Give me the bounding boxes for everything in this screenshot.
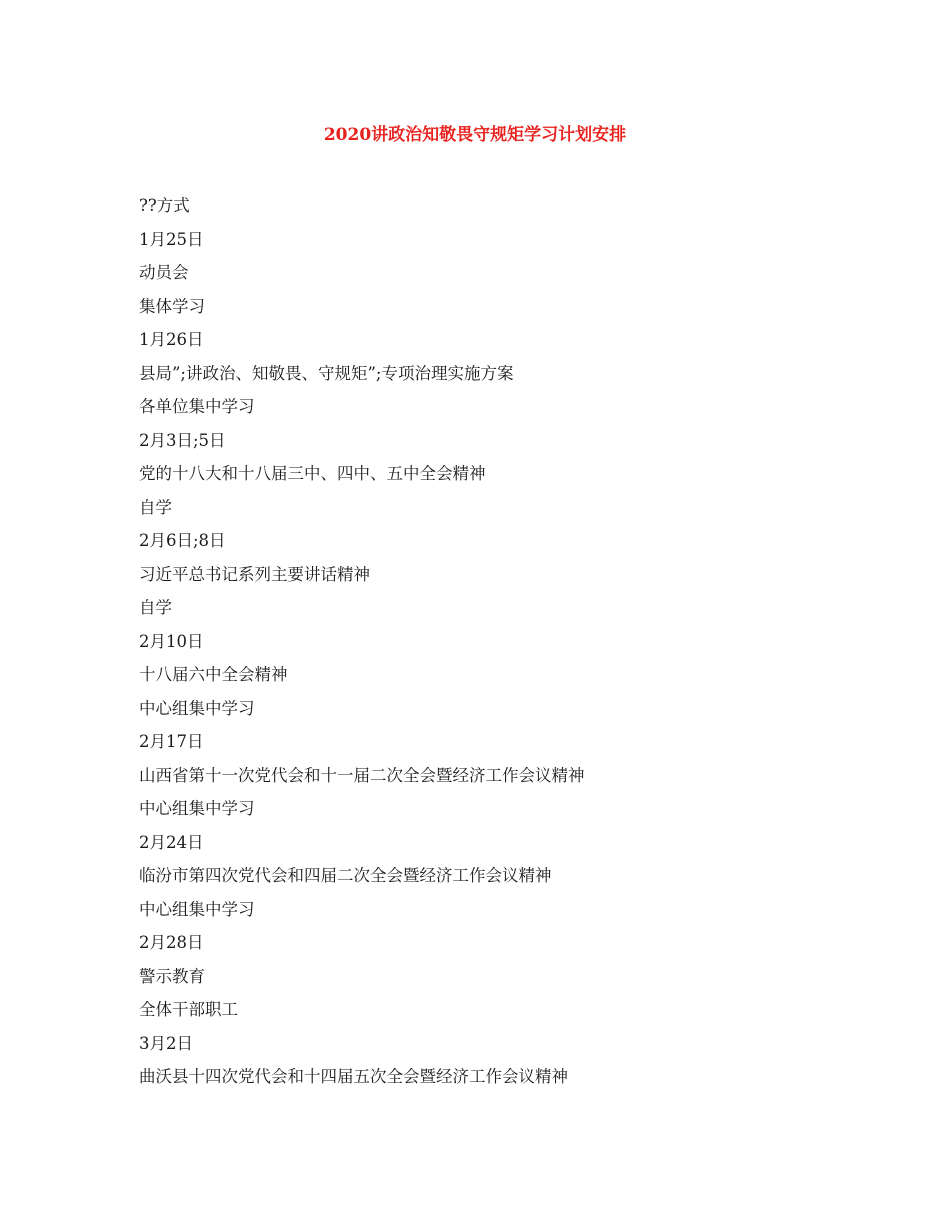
text-line: 自学 [139,497,172,517]
document-title: 2020讲政治知敬畏守规矩学习计划安排 [323,125,627,145]
text-line: 中心组集中学习 [139,799,255,818]
text-line: 动员会 [139,263,189,282]
text-line: 2月28日 [139,933,204,952]
text-line: 1月26日 [139,330,204,349]
text-line: 警示教育 [139,966,205,986]
text-line: 十八届六中全会精神 [139,665,288,684]
text-line: 集体学习 [139,296,205,316]
text-line: 中心组集中学习 [139,698,255,718]
text-line: 2月17日 [139,732,204,751]
text-line: 全体干部职工 [139,1000,238,1019]
text-line: ??方式 [139,196,190,215]
text-line: 党的十八大和十八届三中、四中、五中全会精神 [139,464,486,483]
text-line: 2月24日 [139,832,204,852]
text-line: 县局”;讲政治、知敬畏、守规矩”;专项治理实施方案 [139,363,514,383]
text-line: 2月3日;5日 [139,430,226,450]
text-line: 2月6日;8日 [139,531,226,550]
text-line: 中心组集中学习 [139,899,255,919]
text-line: 3月2日 [139,1033,193,1053]
text-line: 各单位集中学习 [139,397,255,416]
text-line: 自学 [139,598,172,617]
text-line: 1月25日 [139,229,204,249]
text-line: 曲沃县十四次党代会和十四届五次全会暨经济工作会议精神 [139,1067,568,1086]
text-line: 临汾市第四次党代会和四届二次全会暨经济工作会议精神 [139,866,552,885]
text-line: 山西省第十一次党代会和十一届二次全会暨经济工作会议精神 [139,765,585,785]
document-body [139,195,585,1100]
text-line: 2月10日 [139,631,204,651]
text-line: 习近平总书记系列主要讲话精神 [139,564,370,584]
